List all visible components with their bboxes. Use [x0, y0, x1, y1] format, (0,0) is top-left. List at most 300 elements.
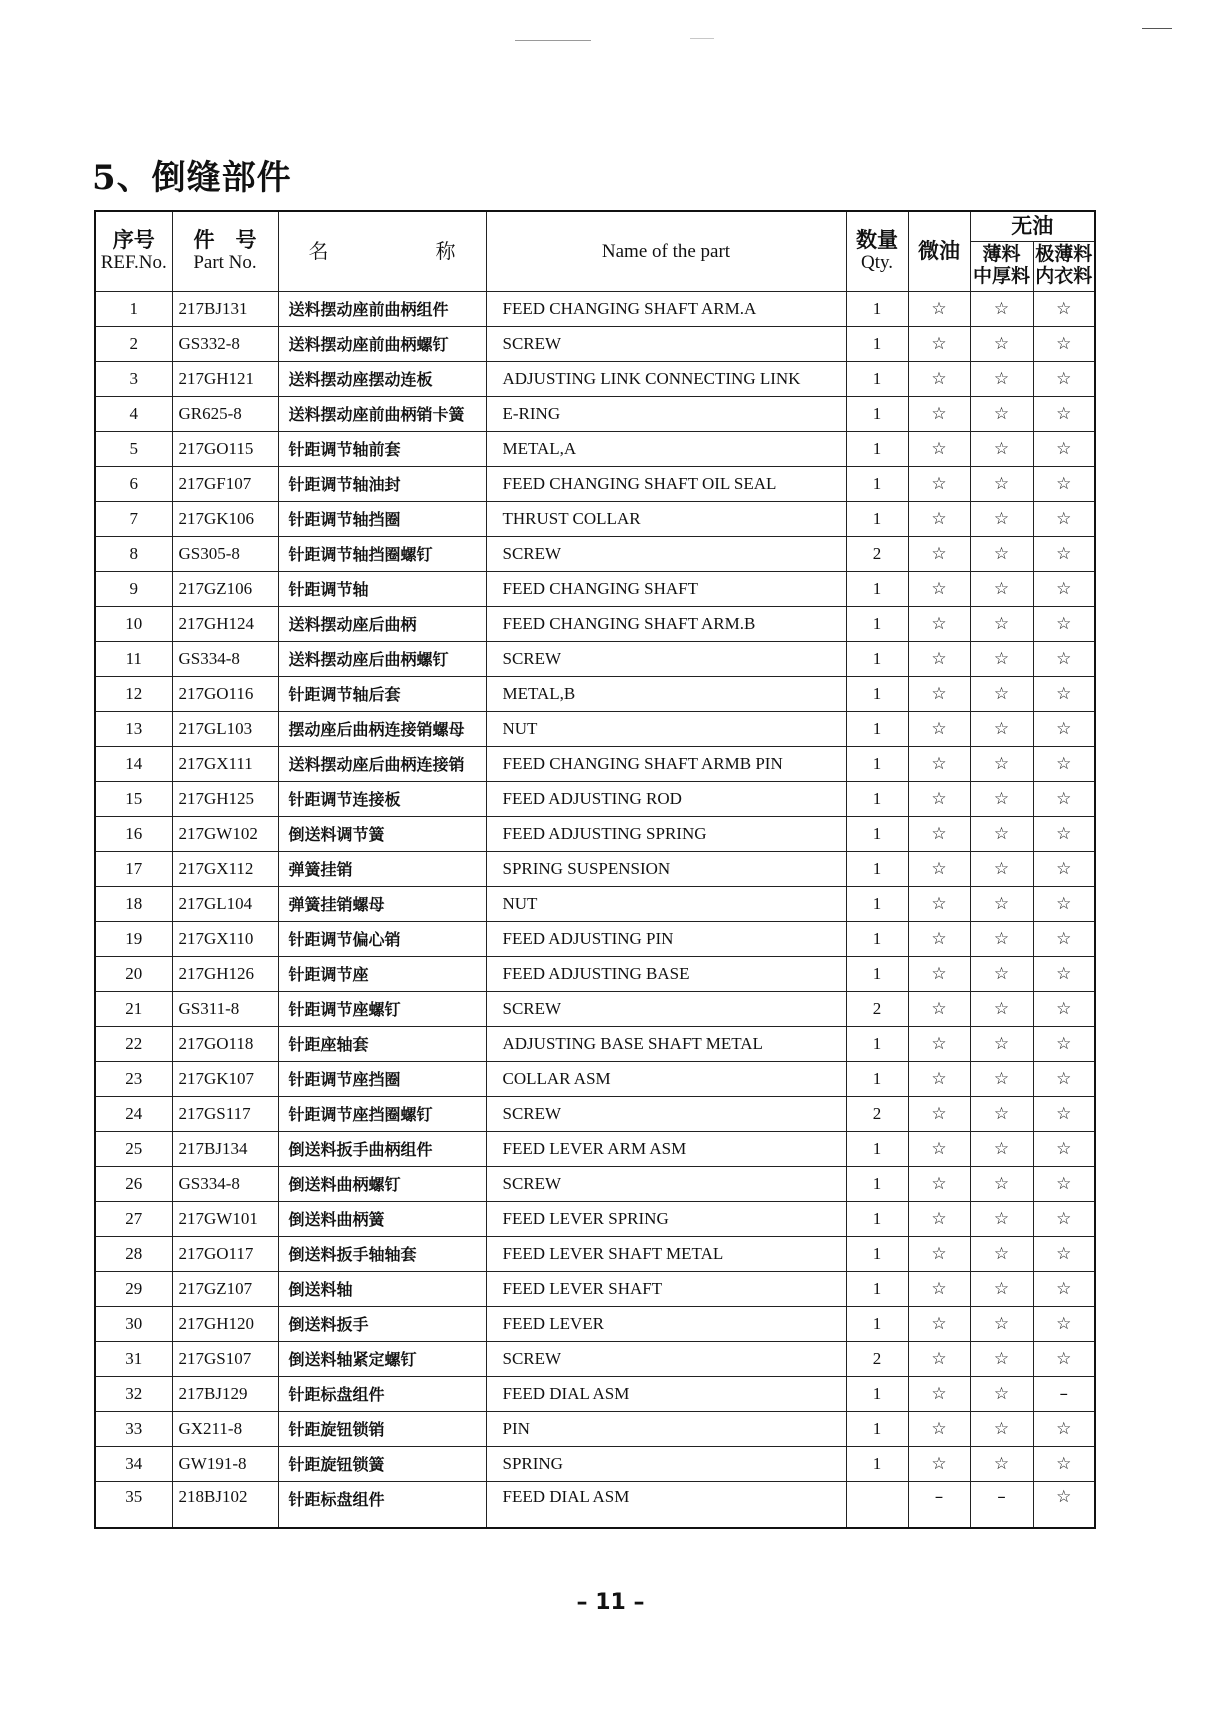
micro-oil-mark: ☆	[908, 851, 970, 886]
part-name-en: SCREW	[486, 1096, 846, 1131]
no-oil-thin-mark: ☆	[970, 746, 1033, 781]
micro-oil-mark: ☆	[908, 606, 970, 641]
part-name-zh: 倒送料曲柄螺钉	[278, 1166, 486, 1201]
no-oil-thin-mark: ☆	[970, 1376, 1033, 1411]
part-name-en: FEED DIAL ASM	[486, 1376, 846, 1411]
micro-oil-mark: ☆	[908, 1446, 970, 1481]
ref-number: 8	[95, 536, 172, 571]
quantity: 1	[846, 1236, 908, 1271]
part-number: 217GS117	[172, 1096, 278, 1131]
part-name-en: ADJUSTING BASE SHAFT METAL	[486, 1026, 846, 1061]
table-row	[95, 1061, 1095, 1096]
part-name-zh: 送料摆动座摆动连板	[278, 361, 486, 396]
no-oil-thin-mark: ☆	[970, 991, 1033, 1026]
part-name-en: SCREW	[486, 991, 846, 1026]
micro-oil-mark: ☆	[908, 1411, 970, 1446]
part-name-zh: 针距调节轴	[278, 571, 486, 606]
table-row	[95, 1026, 1095, 1061]
table-row	[95, 1271, 1095, 1306]
part-name-en: SCREW	[486, 1166, 846, 1201]
part-number: 217GK107	[172, 1061, 278, 1096]
micro-oil-mark: ☆	[908, 536, 970, 571]
part-name-en: E-RING	[486, 396, 846, 431]
quantity: 1	[846, 361, 908, 396]
part-number: 217GW101	[172, 1201, 278, 1236]
quantity: 1	[846, 606, 908, 641]
quantity: 1	[846, 1446, 908, 1481]
part-name-en: FEED LEVER SHAFT METAL	[486, 1236, 846, 1271]
no-oil-ultra-thin-mark: ☆	[1033, 396, 1095, 431]
no-oil-ultra-thin-mark: –	[1033, 1376, 1095, 1411]
part-number: 217GF107	[172, 466, 278, 501]
part-number: GS332-8	[172, 326, 278, 361]
part-name-zh: 针距调节座	[278, 956, 486, 991]
part-name-en: FEED LEVER SHAFT	[486, 1271, 846, 1306]
part-name-en: METAL,B	[486, 676, 846, 711]
part-number: 217GZ106	[172, 571, 278, 606]
table-row	[95, 1306, 1095, 1341]
part-number: 217GX110	[172, 921, 278, 956]
header-ref: 序号 REF.No.	[95, 211, 172, 291]
part-number: GS334-8	[172, 641, 278, 676]
part-name-en: FEED CHANGING SHAFT OIL SEAL	[486, 466, 846, 501]
part-name-zh: 针距标盘组件	[278, 1481, 486, 1528]
micro-oil-mark: ☆	[908, 676, 970, 711]
ref-number: 1	[95, 291, 172, 326]
quantity: 1	[846, 396, 908, 431]
ref-number: 16	[95, 816, 172, 851]
scan-mark-top-right	[690, 38, 714, 39]
ref-number: 23	[95, 1061, 172, 1096]
table-row	[95, 606, 1095, 641]
header-thin-medium: 薄料 中厚料	[970, 241, 1033, 291]
part-name-en: FEED LEVER	[486, 1306, 846, 1341]
table-row	[95, 1236, 1095, 1271]
no-oil-ultra-thin-mark: ☆	[1033, 606, 1095, 641]
no-oil-thin-mark: ☆	[970, 676, 1033, 711]
micro-oil-mark: ☆	[908, 1166, 970, 1201]
ref-number: 22	[95, 1026, 172, 1061]
part-name-zh: 弹簧挂销螺母	[278, 886, 486, 921]
quantity: 1	[846, 1166, 908, 1201]
table-row	[95, 1201, 1095, 1236]
table-row	[95, 501, 1095, 536]
part-name-zh: 倒送料调节簧	[278, 816, 486, 851]
part-name-zh: 倒送料扳手曲柄组件	[278, 1131, 486, 1166]
micro-oil-mark: ☆	[908, 816, 970, 851]
micro-oil-mark: ☆	[908, 291, 970, 326]
part-number: 217GO118	[172, 1026, 278, 1061]
part-name-en: SPRING	[486, 1446, 846, 1481]
part-name-en: PIN	[486, 1411, 846, 1446]
micro-oil-mark: ☆	[908, 641, 970, 676]
ref-number: 9	[95, 571, 172, 606]
part-name-en: FEED DIAL ASM	[486, 1481, 846, 1528]
micro-oil-mark: ☆	[908, 501, 970, 536]
table-row	[95, 956, 1095, 991]
part-number: 217GO116	[172, 676, 278, 711]
micro-oil-mark: ☆	[908, 1306, 970, 1341]
part-name-en: FEED ADJUSTING SPRING	[486, 816, 846, 851]
part-number: GS334-8	[172, 1166, 278, 1201]
ref-number: 17	[95, 851, 172, 886]
no-oil-thin-mark: ☆	[970, 536, 1033, 571]
micro-oil-mark: ☆	[908, 466, 970, 501]
micro-oil-mark: ☆	[908, 1201, 970, 1236]
no-oil-ultra-thin-mark: ☆	[1033, 1096, 1095, 1131]
ref-number: 34	[95, 1446, 172, 1481]
part-number: GW191-8	[172, 1446, 278, 1481]
no-oil-thin-mark: ☆	[970, 571, 1033, 606]
header-micro-oil: 微油	[908, 211, 970, 291]
header-name-en: Name of the part	[486, 211, 846, 291]
part-name-en: SCREW	[486, 536, 846, 571]
part-number: 217GX111	[172, 746, 278, 781]
part-name-en: SCREW	[486, 326, 846, 361]
micro-oil-mark: ☆	[908, 1271, 970, 1306]
part-name-zh: 送料摆动座前曲柄螺钉	[278, 326, 486, 361]
part-number: 217GX112	[172, 851, 278, 886]
table-row	[95, 816, 1095, 851]
no-oil-thin-mark: ☆	[970, 1096, 1033, 1131]
quantity: 1	[846, 921, 908, 956]
quantity: 1	[846, 886, 908, 921]
page-number: – 11 –	[576, 1590, 645, 1615]
quantity: 1	[846, 816, 908, 851]
no-oil-thin-mark: ☆	[970, 291, 1033, 326]
micro-oil-mark: ☆	[908, 1341, 970, 1376]
ref-number: 27	[95, 1201, 172, 1236]
no-oil-thin-mark: ☆	[970, 1166, 1033, 1201]
part-name-en: FEED ADJUSTING BASE	[486, 956, 846, 991]
no-oil-thin-mark: ☆	[970, 1271, 1033, 1306]
table-row	[95, 396, 1095, 431]
table-row	[95, 886, 1095, 921]
no-oil-ultra-thin-mark: ☆	[1033, 1341, 1095, 1376]
no-oil-thin-mark: ☆	[970, 396, 1033, 431]
ref-number: 3	[95, 361, 172, 396]
no-oil-thin-mark: ☆	[970, 326, 1033, 361]
quantity: 1	[846, 1376, 908, 1411]
no-oil-ultra-thin-mark: ☆	[1033, 466, 1095, 501]
header-part-no: 件 号 Part No.	[172, 211, 278, 291]
ref-number: 28	[95, 1236, 172, 1271]
ref-number: 10	[95, 606, 172, 641]
no-oil-thin-mark: ☆	[970, 1411, 1033, 1446]
part-name-en: FEED CHANGING SHAFT ARMB PIN	[486, 746, 846, 781]
no-oil-ultra-thin-mark: ☆	[1033, 851, 1095, 886]
part-name-zh: 送料摆动座前曲柄组件	[278, 291, 486, 326]
ref-number: 21	[95, 991, 172, 1026]
part-number: GS305-8	[172, 536, 278, 571]
part-name-en: FEED CHANGING SHAFT	[486, 571, 846, 606]
micro-oil-mark: ☆	[908, 1236, 970, 1271]
no-oil-thin-mark: ☆	[970, 1131, 1033, 1166]
part-number: 217BJ134	[172, 1131, 278, 1166]
no-oil-ultra-thin-mark: ☆	[1033, 361, 1095, 396]
no-oil-thin-mark: ☆	[970, 431, 1033, 466]
no-oil-ultra-thin-mark: ☆	[1033, 431, 1095, 466]
part-name-en: FEED LEVER SPRING	[486, 1201, 846, 1236]
quantity: 1	[846, 641, 908, 676]
ref-number: 4	[95, 396, 172, 431]
part-name-en: SCREW	[486, 1341, 846, 1376]
part-number: 217BJ131	[172, 291, 278, 326]
micro-oil-mark: ☆	[908, 396, 970, 431]
part-name-en: FEED CHANGING SHAFT ARM.A	[486, 291, 846, 326]
no-oil-ultra-thin-mark: ☆	[1033, 1061, 1095, 1096]
part-name-zh: 针距调节轴挡圈	[278, 501, 486, 536]
table-row	[95, 1376, 1095, 1411]
header-qty: 数量 Qty.	[846, 211, 908, 291]
table-row	[95, 1446, 1095, 1481]
no-oil-thin-mark: ☆	[970, 1201, 1033, 1236]
no-oil-thin-mark: ☆	[970, 361, 1033, 396]
quantity: 2	[846, 1341, 908, 1376]
table-row	[95, 1411, 1095, 1446]
ref-number: 24	[95, 1096, 172, 1131]
table-row	[95, 1341, 1095, 1376]
quantity	[846, 1481, 908, 1528]
micro-oil-mark: ☆	[908, 1061, 970, 1096]
table-row	[95, 466, 1095, 501]
no-oil-thin-mark: ☆	[970, 781, 1033, 816]
no-oil-ultra-thin-mark: ☆	[1033, 781, 1095, 816]
ref-number: 19	[95, 921, 172, 956]
ref-number: 2	[95, 326, 172, 361]
ref-number: 26	[95, 1166, 172, 1201]
quantity: 1	[846, 676, 908, 711]
part-name-en: FEED LEVER ARM ASM	[486, 1131, 846, 1166]
table-row	[95, 326, 1095, 361]
table-row	[95, 1166, 1095, 1201]
part-name-en: THRUST COLLAR	[486, 501, 846, 536]
scan-mark-top	[515, 40, 591, 41]
part-name-en: METAL,A	[486, 431, 846, 466]
part-name-zh: 倒送料曲柄簧	[278, 1201, 486, 1236]
ref-number: 35	[95, 1481, 172, 1528]
no-oil-ultra-thin-mark: ☆	[1033, 1271, 1095, 1306]
table-row	[95, 921, 1095, 956]
quantity: 1	[846, 501, 908, 536]
no-oil-ultra-thin-mark: ☆	[1033, 1026, 1095, 1061]
part-number: 217GO117	[172, 1236, 278, 1271]
micro-oil-mark: ☆	[908, 921, 970, 956]
no-oil-ultra-thin-mark: ☆	[1033, 1446, 1095, 1481]
part-name-zh: 针距调节座螺钉	[278, 991, 486, 1026]
no-oil-ultra-thin-mark: ☆	[1033, 536, 1095, 571]
no-oil-ultra-thin-mark: ☆	[1033, 641, 1095, 676]
micro-oil-mark: ☆	[908, 886, 970, 921]
table-row	[95, 536, 1095, 571]
no-oil-ultra-thin-mark: ☆	[1033, 1481, 1095, 1528]
no-oil-ultra-thin-mark: ☆	[1033, 291, 1095, 326]
table-row	[95, 641, 1095, 676]
no-oil-ultra-thin-mark: ☆	[1033, 1411, 1095, 1446]
header-ultra-thin-underwear: 极薄料 内衣料	[1033, 241, 1095, 291]
no-oil-thin-mark: ☆	[970, 886, 1033, 921]
part-name-zh: 送料摆动座后曲柄连接销	[278, 746, 486, 781]
part-name-en: COLLAR ASM	[486, 1061, 846, 1096]
table-row	[95, 291, 1095, 326]
quantity: 1	[846, 1201, 908, 1236]
part-name-zh: 送料摆动座后曲柄	[278, 606, 486, 641]
parts-table	[94, 210, 1096, 1529]
parts-table-body	[95, 291, 1095, 1528]
header-no-oil: 无油	[970, 211, 1095, 241]
part-name-zh: 倒送料扳手	[278, 1306, 486, 1341]
no-oil-ultra-thin-mark: ☆	[1033, 1166, 1095, 1201]
quantity: 1	[846, 466, 908, 501]
part-number: 217GL104	[172, 886, 278, 921]
micro-oil-mark: ☆	[908, 571, 970, 606]
table-row	[95, 431, 1095, 466]
ref-number: 18	[95, 886, 172, 921]
quantity: 1	[846, 1026, 908, 1061]
part-name-zh: 针距调节轴后套	[278, 676, 486, 711]
part-name-zh: 摆动座后曲柄连接销螺母	[278, 711, 486, 746]
no-oil-thin-mark: ☆	[970, 956, 1033, 991]
table-row	[95, 1131, 1095, 1166]
part-name-zh: 弹簧挂销	[278, 851, 486, 886]
part-number: 217GS107	[172, 1341, 278, 1376]
no-oil-thin-mark: –	[970, 1481, 1033, 1528]
micro-oil-mark: ☆	[908, 361, 970, 396]
header-name-zh: 名 称	[278, 211, 486, 291]
quantity: 2	[846, 991, 908, 1026]
table-row	[95, 746, 1095, 781]
ref-number: 32	[95, 1376, 172, 1411]
part-number: 217GH126	[172, 956, 278, 991]
part-number: 217GL103	[172, 711, 278, 746]
micro-oil-mark: ☆	[908, 1026, 970, 1061]
quantity: 1	[846, 326, 908, 361]
no-oil-thin-mark: ☆	[970, 501, 1033, 536]
part-name-zh: 针距调节轴挡圈螺钉	[278, 536, 486, 571]
no-oil-thin-mark: ☆	[970, 1061, 1033, 1096]
micro-oil-mark: ☆	[908, 431, 970, 466]
ref-number: 31	[95, 1341, 172, 1376]
ref-number: 33	[95, 1411, 172, 1446]
no-oil-thin-mark: ☆	[970, 1306, 1033, 1341]
table-row	[95, 781, 1095, 816]
table-row	[95, 361, 1095, 396]
no-oil-thin-mark: ☆	[970, 466, 1033, 501]
part-name-zh: 倒送料轴	[278, 1271, 486, 1306]
no-oil-ultra-thin-mark: ☆	[1033, 676, 1095, 711]
quantity: 1	[846, 1271, 908, 1306]
micro-oil-mark: ☆	[908, 1096, 970, 1131]
quantity: 1	[846, 746, 908, 781]
part-number: 217BJ129	[172, 1376, 278, 1411]
part-name-en: NUT	[486, 886, 846, 921]
part-number: GX211-8	[172, 1411, 278, 1446]
part-name-zh: 针距座轴套	[278, 1026, 486, 1061]
quantity: 1	[846, 1061, 908, 1096]
part-name-zh: 针距调节轴前套	[278, 431, 486, 466]
no-oil-ultra-thin-mark: ☆	[1033, 711, 1095, 746]
table-row	[95, 1481, 1095, 1528]
table-row	[95, 711, 1095, 746]
part-name-en: FEED ADJUSTING ROD	[486, 781, 846, 816]
part-name-zh: 针距标盘组件	[278, 1376, 486, 1411]
part-name-zh: 送料摆动座前曲柄销卡簧	[278, 396, 486, 431]
part-name-zh: 针距调节连接板	[278, 781, 486, 816]
micro-oil-mark: ☆	[908, 711, 970, 746]
quantity: 1	[846, 851, 908, 886]
part-number: 217GW102	[172, 816, 278, 851]
part-name-zh: 针距调节座挡圈螺钉	[278, 1096, 486, 1131]
no-oil-thin-mark: ☆	[970, 816, 1033, 851]
part-number: 217GH125	[172, 781, 278, 816]
no-oil-thin-mark: ☆	[970, 1236, 1033, 1271]
quantity: 1	[846, 1411, 908, 1446]
table-row	[95, 571, 1095, 606]
part-name-zh: 针距调节偏心销	[278, 921, 486, 956]
ref-number: 11	[95, 641, 172, 676]
no-oil-thin-mark: ☆	[970, 606, 1033, 641]
micro-oil-mark: –	[908, 1481, 970, 1528]
part-name-en: FEED CHANGING SHAFT ARM.B	[486, 606, 846, 641]
part-name-zh: 针距旋钮锁簧	[278, 1446, 486, 1481]
no-oil-thin-mark: ☆	[970, 641, 1033, 676]
quantity: 1	[846, 431, 908, 466]
micro-oil-mark: ☆	[908, 781, 970, 816]
part-number: 217GZ107	[172, 1271, 278, 1306]
part-number: GS311-8	[172, 991, 278, 1026]
micro-oil-mark: ☆	[908, 956, 970, 991]
part-name-en: ADJUSTING LINK CONNECTING LINK	[486, 361, 846, 396]
ref-number: 25	[95, 1131, 172, 1166]
no-oil-thin-mark: ☆	[970, 1026, 1033, 1061]
no-oil-ultra-thin-mark: ☆	[1033, 326, 1095, 361]
part-number: 218BJ102	[172, 1481, 278, 1528]
no-oil-ultra-thin-mark: ☆	[1033, 1201, 1095, 1236]
micro-oil-mark: ☆	[908, 1376, 970, 1411]
section-title: 5、倒缝部件	[92, 158, 292, 198]
quantity: 1	[846, 781, 908, 816]
no-oil-ultra-thin-mark: ☆	[1033, 991, 1095, 1026]
no-oil-ultra-thin-mark: ☆	[1033, 501, 1095, 536]
table-row	[95, 676, 1095, 711]
part-name-zh: 针距旋钮锁销	[278, 1411, 486, 1446]
ref-number: 14	[95, 746, 172, 781]
ref-number: 15	[95, 781, 172, 816]
ref-number: 29	[95, 1271, 172, 1306]
ref-number: 30	[95, 1306, 172, 1341]
no-oil-thin-mark: ☆	[970, 711, 1033, 746]
no-oil-ultra-thin-mark: ☆	[1033, 1131, 1095, 1166]
no-oil-ultra-thin-mark: ☆	[1033, 816, 1095, 851]
scan-mark-corner	[1142, 28, 1172, 29]
part-number: 217GK106	[172, 501, 278, 536]
part-name-zh: 针距调节轴油封	[278, 466, 486, 501]
quantity: 1	[846, 1131, 908, 1166]
part-name-zh: 针距调节座挡圈	[278, 1061, 486, 1096]
no-oil-ultra-thin-mark: ☆	[1033, 886, 1095, 921]
no-oil-thin-mark: ☆	[970, 1446, 1033, 1481]
part-name-zh: 倒送料扳手轴轴套	[278, 1236, 486, 1271]
part-name-zh: 送料摆动座后曲柄螺钉	[278, 641, 486, 676]
table-row	[95, 991, 1095, 1026]
ref-number: 12	[95, 676, 172, 711]
quantity: 1	[846, 1306, 908, 1341]
part-name-en: SCREW	[486, 641, 846, 676]
quantity: 2	[846, 1096, 908, 1131]
ref-number: 20	[95, 956, 172, 991]
table-row	[95, 851, 1095, 886]
part-number: 217GO115	[172, 431, 278, 466]
